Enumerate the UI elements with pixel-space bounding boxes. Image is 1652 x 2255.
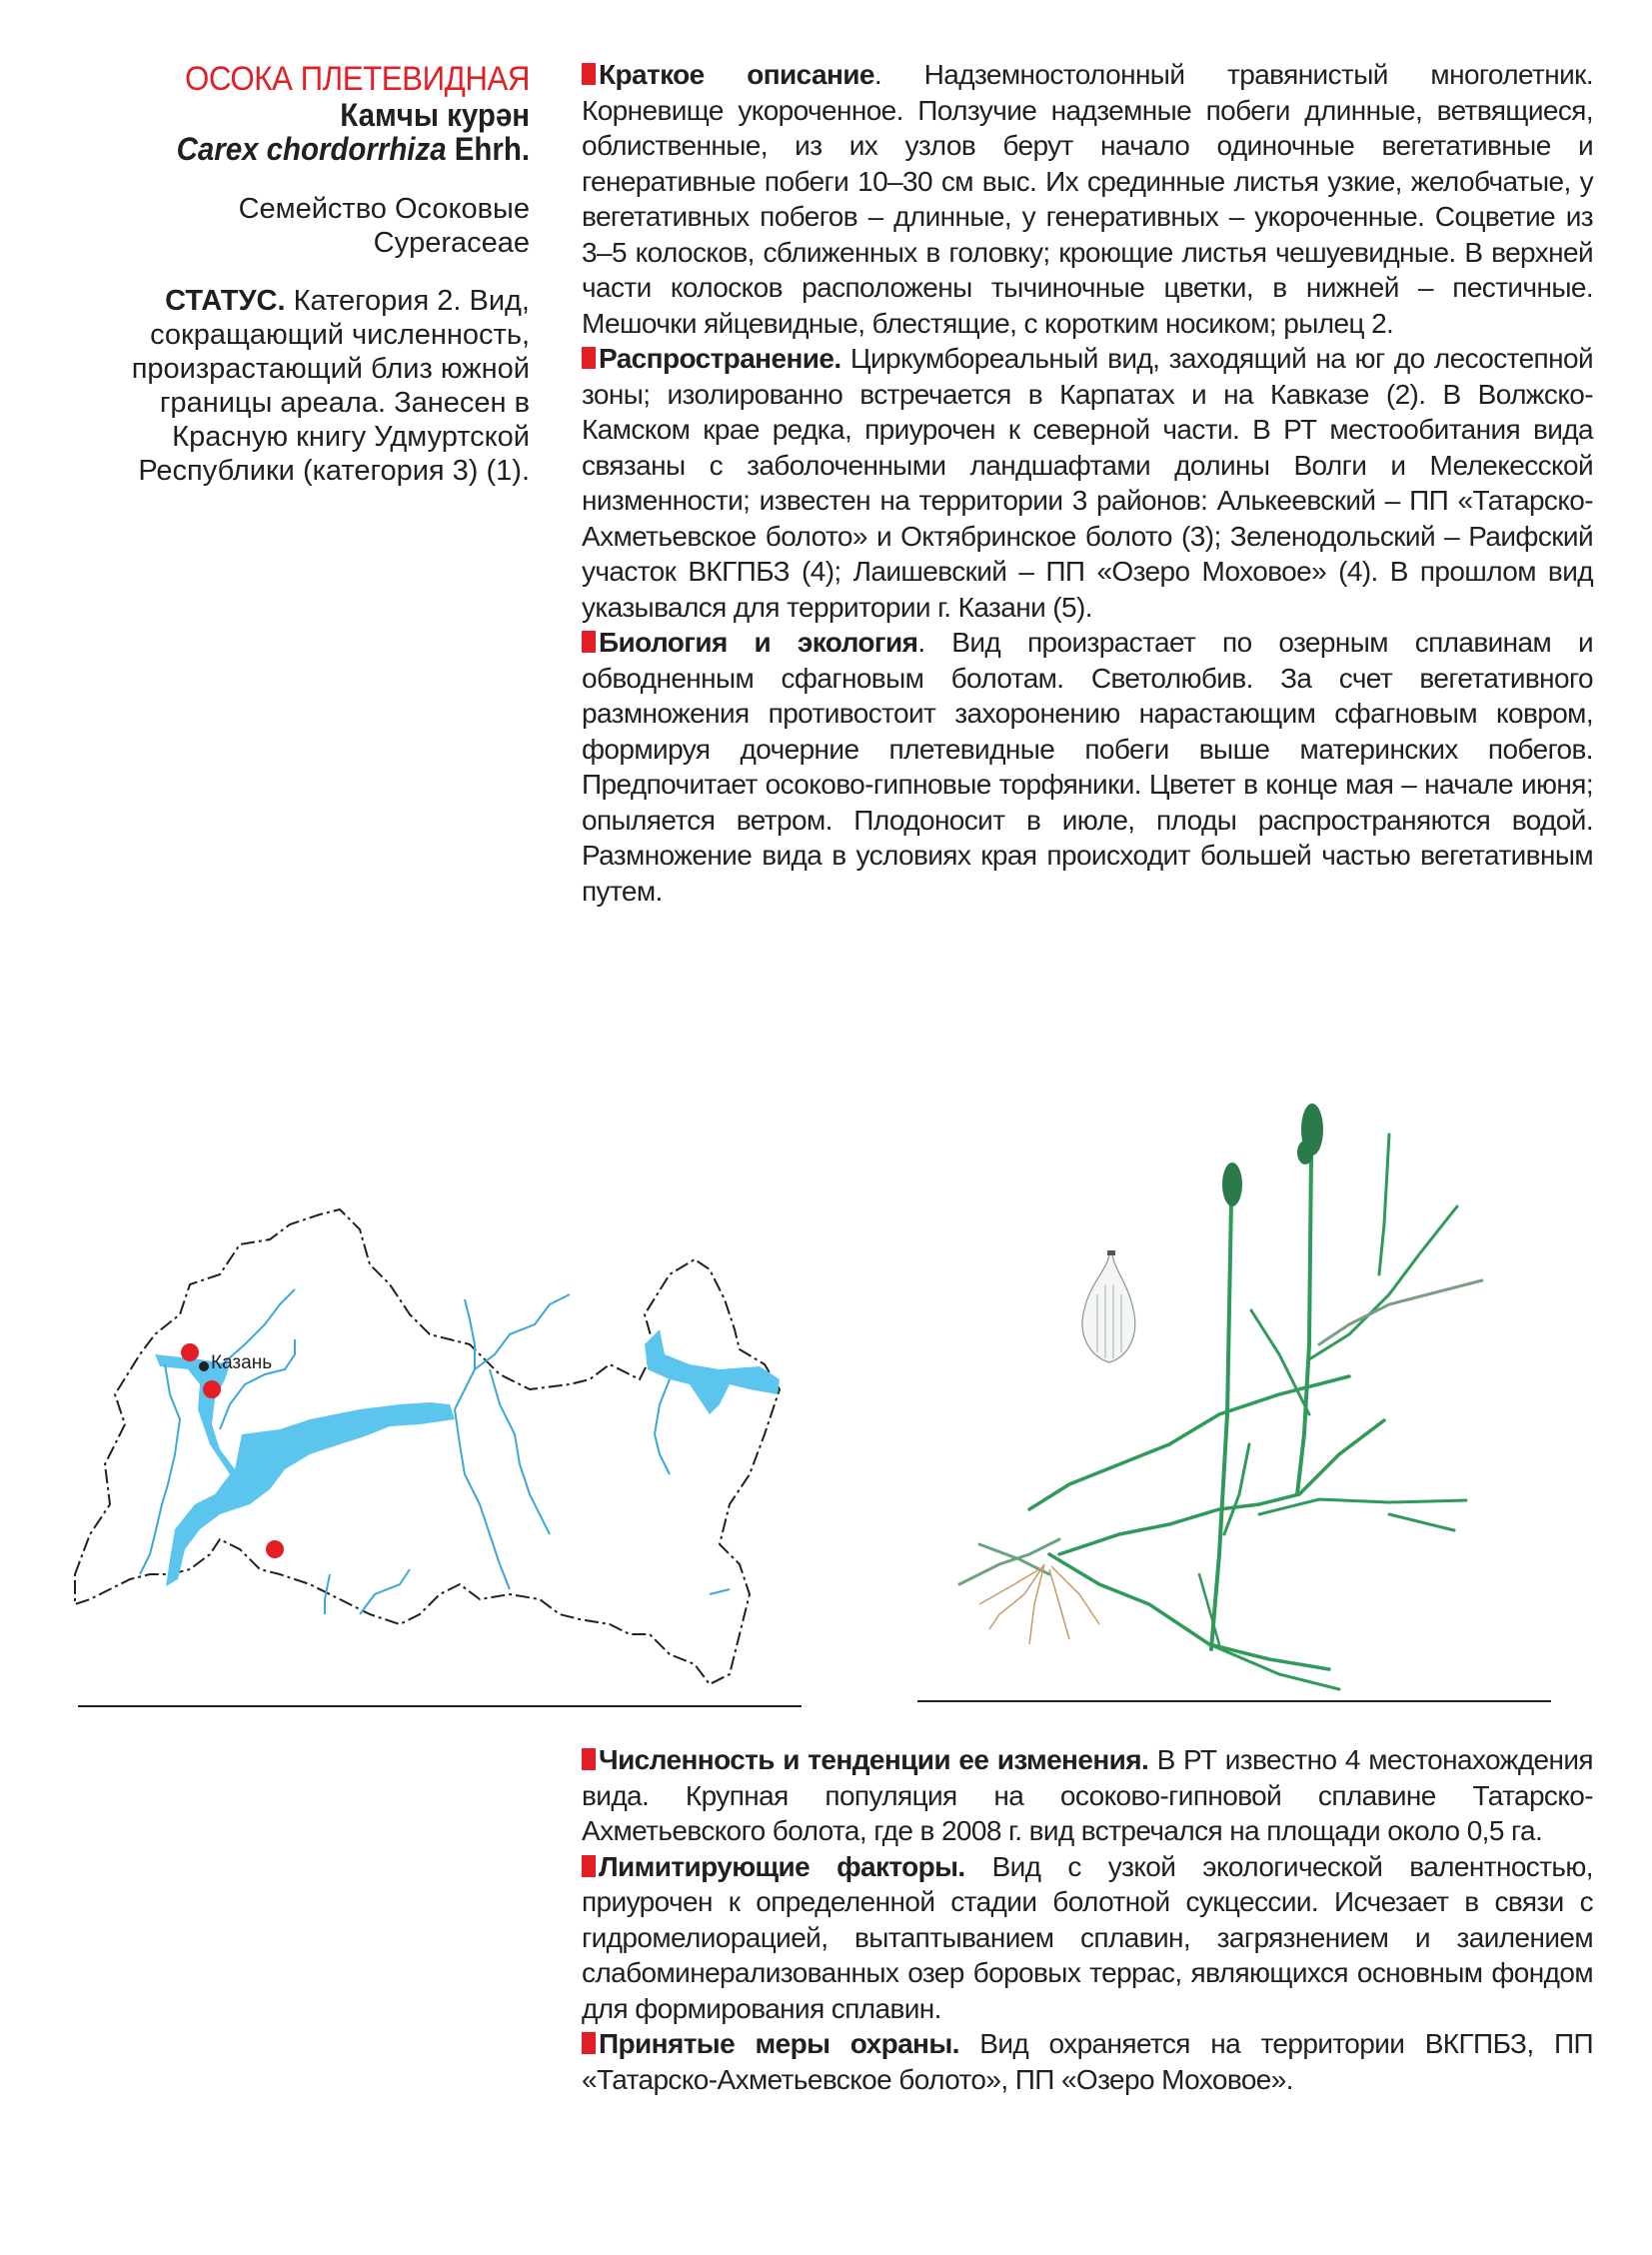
latin-binomial: Carex chordorrhiza — [176, 131, 447, 167]
section-heading: Распространение. — [599, 343, 841, 374]
leaf — [1389, 1514, 1454, 1530]
species-header — [80, 60, 530, 488]
river — [490, 1369, 550, 1534]
river — [360, 1569, 410, 1614]
river — [710, 1589, 730, 1594]
rivers — [140, 1289, 730, 1614]
species-latin-name — [116, 132, 530, 166]
root — [1051, 1566, 1099, 1624]
leaf — [1319, 1280, 1482, 1344]
conservation-column — [582, 1742, 1593, 2097]
latin-author: Ehrh. — [446, 131, 530, 167]
river — [655, 1379, 670, 1474]
section-short-description — [582, 57, 1593, 341]
section-body: . Надземностолонный травянистый многолетник. Корневище укороченное. Ползучие надземные побеги длинные, ветвящиеся, облиственные, из их узлов берут начало одиночные вегетативные и генеративные побеги 10–30 см выс. Их срединные листья узкие, желобчатые, у вегетативных побегов – длинные, у генеративных – укороченные. Соцветие из 3–5 колосков, сближенных в головку; кроющие листья чешуевидные. В верхней части колосков расположены тычиночные цветки, в нижней – пестичные. Мешочки яйцевидные, блестящие, с коротким носиком; рылец 2. — [582, 59, 1594, 339]
flower-stem — [1297, 1156, 1311, 1494]
spikelet-head — [1297, 1140, 1313, 1164]
occurrence-marker — [203, 1380, 221, 1398]
section-heading: Биология и экология — [599, 627, 918, 658]
volga-reservoir — [155, 1354, 455, 1586]
plant-illustration — [919, 1085, 1599, 1704]
river — [475, 1294, 570, 1369]
spikelet-heads — [1222, 1104, 1323, 1206]
river — [455, 1409, 510, 1589]
status-label: СТАТУС. — [165, 285, 286, 317]
family-latin: Cyperaceae — [373, 227, 530, 259]
section-population — [582, 1742, 1593, 1849]
family-block — [80, 192, 530, 260]
occurrence-marker — [181, 1343, 199, 1361]
city-marker-kazan — [199, 1361, 209, 1371]
status-block — [80, 284, 530, 488]
utricle-drawing — [1082, 1250, 1135, 1362]
section-marker-icon — [582, 2032, 596, 2054]
river — [455, 1299, 475, 1409]
section-heading: Лимитирующие факторы. — [599, 1850, 965, 1882]
kama-reservoir-east — [645, 1329, 780, 1414]
family-russian: Семейство Осоковые — [238, 193, 530, 225]
section-body: Циркумбореальный вид, заходящий на юг до лесостепной зоны; изолированно встречается в Карпатах и на Кавказе (2). В Волжско-Камском крае редка, приурочен к северной части. В РТ местообитания вида связаны с заболоченными ландшафтами долины Волги и Мелекесской низменности; известен на территории 3 районов: Алькеевский – ПП «Татарско-Ахметьевское болото» и Октябринское болото (3); Зеленодольский – Раифский участок ВКГПБЗ (4); Лаишевский – ПП «Озеро Моховое» (4). В прошлом вид указывался для территории г. Казани (5). — [582, 343, 1593, 623]
section-marker-icon — [582, 347, 596, 369]
section-biology-ecology — [582, 625, 1593, 909]
plant-svg — [919, 1085, 1599, 1704]
description-column — [582, 57, 1593, 909]
roots — [979, 1564, 1099, 1644]
species-title-russian: ОСОКА ПЛЕТЕВИДНАЯ — [185, 60, 530, 98]
flower-stem — [1211, 1202, 1231, 1649]
species-title-tatar: Камчы курән — [340, 97, 530, 133]
section-protection-measures — [582, 2026, 1593, 2097]
illustration-divider — [917, 1700, 1551, 1702]
section-marker-icon — [582, 63, 596, 85]
leaf — [1251, 1310, 1309, 1414]
leaf — [1379, 1134, 1389, 1274]
distribution-map — [70, 1204, 810, 1709]
section-heading: Краткое описание — [599, 59, 874, 90]
map-svg — [70, 1204, 810, 1709]
region-border — [75, 1209, 780, 1684]
section-body: В РТ известно 4 местонахождения вида. Крупная популяция на осоково-гипновой сплавине Татарско-Ахметьевского болота, где в 2008 г. вид встречался на площади около 0,5 га. — [582, 1744, 1593, 1846]
leaf — [959, 1539, 1059, 1584]
section-marker-icon — [582, 1748, 596, 1770]
root — [1049, 1569, 1069, 1639]
section-heading: Принятые меры охраны. — [599, 2028, 959, 2059]
leaf — [1224, 1444, 1249, 1534]
section-distribution — [582, 341, 1593, 625]
section-limiting-factors — [582, 1849, 1593, 2027]
root — [979, 1569, 1039, 1604]
plant-stems — [959, 1134, 1482, 1689]
city-label-kazan: Казань — [211, 1352, 273, 1373]
status-text: Категория 2. Вид, сокращающий численность, произрастающий близ южной границы ареала. Занесен в Красную книгу Удмуртской Республики (категория 3) (1). — [131, 285, 530, 487]
leaf — [1259, 1499, 1466, 1514]
section-heading: Численность и тенденции ее изменения. — [599, 1744, 1149, 1775]
section-marker-icon — [582, 1855, 596, 1877]
section-body: Вид с узкой экологической валентностью, приурочен к определенной стадии болотной сукцессии. Исчезает в связи с гидромелиорацией, вытаптыванием сплавин, загрязнением и заилением слабоминерализованных озер боровых террас, являющихся основным фондом для формирования сплавин. — [582, 1850, 1593, 2024]
section-marker-icon — [582, 631, 596, 653]
map-divider — [78, 1705, 802, 1707]
spikelet-head — [1222, 1162, 1242, 1206]
occurrence-marker — [266, 1540, 284, 1558]
section-body: Вид охраняется на территории ВКГПБЗ, ПП «Татарско-Ахметьевское болото», ПП «Озеро Моховое». — [582, 2028, 1593, 2095]
section-body: . Вид произрастает по озерным сплавинам и обводненным сфагновым болотам. Светолюбив. За счет вегетативного размножения противостоит захоронению нарастающим сфагновым ковром, формируя дочерние плетевидные побеги выше материнских побегов. Предпочитает осоково-гипновые торфяники. Цветет в конце мая – начале июня; опыляется ветром. Плодоносит в июле, плоды распространяются водой. Размножение вида в условиях края происходит большей частью вегетативным путем. — [582, 627, 1593, 907]
